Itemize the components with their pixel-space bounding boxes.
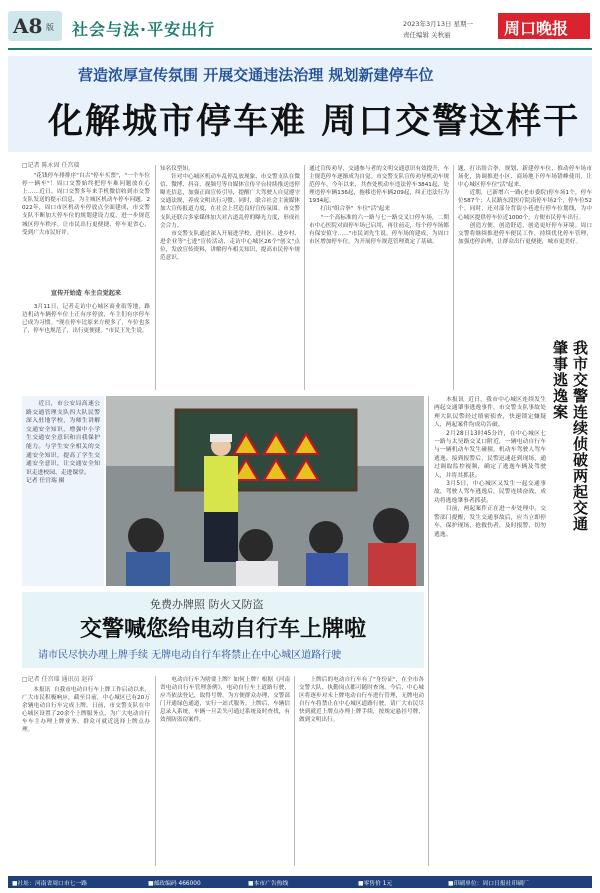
footer-postcode: ■邮政编码 466000: [148, 881, 201, 887]
lead-headline: 化解城市停车难 周口交警这样干: [48, 101, 581, 142]
photo-caption: 近日，市公安局高速公路交通管理支队四大队民警深入驻地学校，为师生讲解交通安全知识，增强中小学生交通安全意识和自我保护能力。与学生安全相关的交通安全知识，提高了学生交通安全意识，让交通安全知识走进校园、走进课堂。 记者 任宫瑞 摄: [26, 401, 100, 485]
editors: 责任编辑 关秋丽: [403, 31, 451, 39]
classroom-photo-image: [106, 396, 424, 586]
page-number-suffix: 版: [46, 23, 54, 32]
section-title: 社会与法·平安出行: [72, 20, 216, 39]
footer-ad-line: ■本市广告热线: [248, 881, 289, 887]
lead-col1-text2: 3月11日，记者走访中心城区商业街等地，路边机动车辆停车位上正有序停放，车主们有序停车已成为习惯。"现在停车比原来方便多了，车位也多了，停车也规范了，出行更便捷。"市民王先生说。: [22, 304, 150, 335]
footer-printer: ■印刷单位：周口日报社印刷厂: [448, 881, 529, 887]
lead-kicker: 营造浓厚宣传氛围 开展交通违法治理 规划新建停车位: [78, 66, 434, 84]
sidebar-text: 本报讯 近日，我市中心城区连续发生两起交通肇事逃逸事件，市交警支队事故处理大队民警经过缜密侦查，快速锁定嫌疑人，两起案件均成功告破。 2月28日13时45分许，在中心城区七一路与太昊路交叉口附近，一辆电动自行车与一辆机动车发生碰撞，机动车驾驶人驾车逃逸。接到报警后，民警迅速赶到现场，通过调取监控视频，确定了逃逸车辆及驾驶人，并将其抓获。 3月5日，中心城区又发生一起交通事故，驾驶人驾车逃逸后，民警连续奋战，成功将逃逸肇事者抓获。 目前，两起案件正在进一步处理中。交警部门提醒，发生交通事故后，应当立即停车，保护现场，抢救伤者，及时报警，切勿逃逸。: [434, 397, 546, 538]
lead-col2-text: 知名仪型知。 针对中心城区机动车乱停乱放现象，市交警支队在微信、微博、抖音、视频号等自媒体宣传平台持续推送违停曝光信息，加强正面宣传引导，提醒广大驾驶人自觉遵守交通法规，养成文明出行习惯。同时，联合社会主流媒体加大宣传报道力度，在社会上营造良好宣传氛围。市交警支队还联合多家媒体加大对占道乱停的曝光力度，形成社会合力。 市交警支队通过深入开展进学校、进社区、进乡村、进企业等"七进"宣传活动，走访中心城区26个"创文"点位，发放宣传资料，讲解停车相关知识，提高市民停车规范意识。: [160, 166, 300, 262]
column-divider: [155, 165, 156, 390]
lead-headline-banner: [8, 56, 592, 152]
lead-col3-text: 通过宣传劝导，交通参与者的文明交通意识有效提升，车主规范停车逐渐成为自觉。市交警支队宣传劝导机动车规范停车，今年以来，共查处机动车违法停车3841起，处理违停车辆136起，拖移违停车辆209起，纠正违法行为1934起。 打出"组合拳" 车位"活"起来 "一个高标准的六一路与七一路交叉口停车场，二期市中心医院对面停车场已启用，再往前走，每个停车场都有保安值守……"市民刘先生说。停车场的建成，为周口市区增加停车位，为开展停车规范管理奠定了基础。: [309, 166, 449, 245]
masthead: [8, 7, 592, 47]
paper-logo-text: 周口晚报: [504, 19, 569, 38]
lead-col1-subhead: 宣传开始造 车主自觉起来: [50, 290, 122, 297]
column-divider: [155, 676, 156, 866]
sidebar-headline-box: [550, 340, 590, 540]
photo-caption-box: [22, 396, 104, 586]
lead-col1-text: "花钱停车排排序"自古"停车买票"，"一个车位停一辆车"！周口交警始终把停车难问题放在心上……近日，周口交警多年来手机微信收到市交警支队发送的提示信息，为主城区机动车停车问题。2022年，周口市区机动车停放点全面建成，市交警支队不断加大停车位的规划建设力度，进一步规范城区停车秩序，让市民出行更便捷、停车更省心，受到广大市民好评。: [22, 173, 150, 236]
safety-byline: □记者 任宫瑞 通讯员 赵祥: [22, 676, 94, 683]
column-divider: [453, 165, 454, 390]
safety-headline-banner: [22, 592, 424, 668]
page-number-label: A8: [13, 14, 43, 38]
footer-price: ■零售价 1元: [358, 881, 393, 887]
safety-col2-text: 电动自行车为啥要上牌？如何上牌？根据《河南省电动自行车管理条例》，电动自行车上道路行驶，应当依法登记，取得号牌。为方便群众办理，交警部门开通绿色通道，实行一站式服务。上牌后，车辆信息录入系统，车辆一旦丢失可通过系统及时查找，有效预防盗窃案件。: [160, 677, 290, 724]
column-divider: [304, 165, 305, 390]
safety-subhead: 请市民尽快办理上牌手续 无牌电动自行车将禁止在中心城区道路行驶: [38, 650, 342, 661]
column-divider: [294, 676, 295, 866]
lead-column-1: [22, 172, 150, 390]
safety-col1-text: 本报讯 自我市电动自行车上牌工作启动以来，广大市民积极响应，截至目前，中心城区已有20万余辆电动自行车完成上牌。日前，市交警支队在中心城区设置了20余个上牌服务点，为广大电动自行车车主办理上牌业务，群众可就近选择上牌点办理。: [22, 687, 150, 734]
lead-byline: □记者 陈永固 任宫瑞: [22, 162, 80, 169]
classroom-photo: [106, 396, 424, 586]
sidebar-divider: [428, 396, 429, 866]
sidebar-headline: 我市交警连续侦破两起交通肇事逃逸案: [551, 340, 589, 532]
masthead-rule: [8, 48, 592, 50]
safety-col3-text: 上牌后的电动自行车有了"身份证"，在全市各交警大队、执勤岗点都可随时查询。今后，中心城区将逐步对未上牌电动自行车进行管理，无牌电动自行车将禁止在中心城区道路行驶。请广大市民尽快到就近上牌点办理上牌手续，按规定悬挂号牌，做到文明出行。: [299, 677, 424, 724]
footer-bar: [8, 876, 592, 888]
safety-headline: 交警喊您给电动自行车上牌啦: [80, 617, 367, 642]
date-line: 2023年3月13日 星期一: [403, 20, 474, 28]
safety-kicker: 免费办牌照 防火又防盗: [150, 598, 264, 611]
footer-address: ■社址：河南省周口市七一路: [12, 881, 88, 887]
lead-col4-text: 题，打出组合拳，规划、新建停车位，推动停车场市场化，协调推进小区、商场地下停车场错峰使用，让中心城区停车位"活"起来。 近期，已新增六一路(老市委院)停车场1个，停车位587个；人民路东段医疗院南停车场2个，停车位52个。同时，还对部分背街小巷进行停车位划线，为中心城区提供停车位近1000个，方便市民停车出行。 创造方便、创造舒适，创造更好停车环境。周口交警将继续推进停车便民工作，持续优化停车管理，加强违停治理，让群众出行更便捷，城市更美好。: [458, 166, 592, 245]
